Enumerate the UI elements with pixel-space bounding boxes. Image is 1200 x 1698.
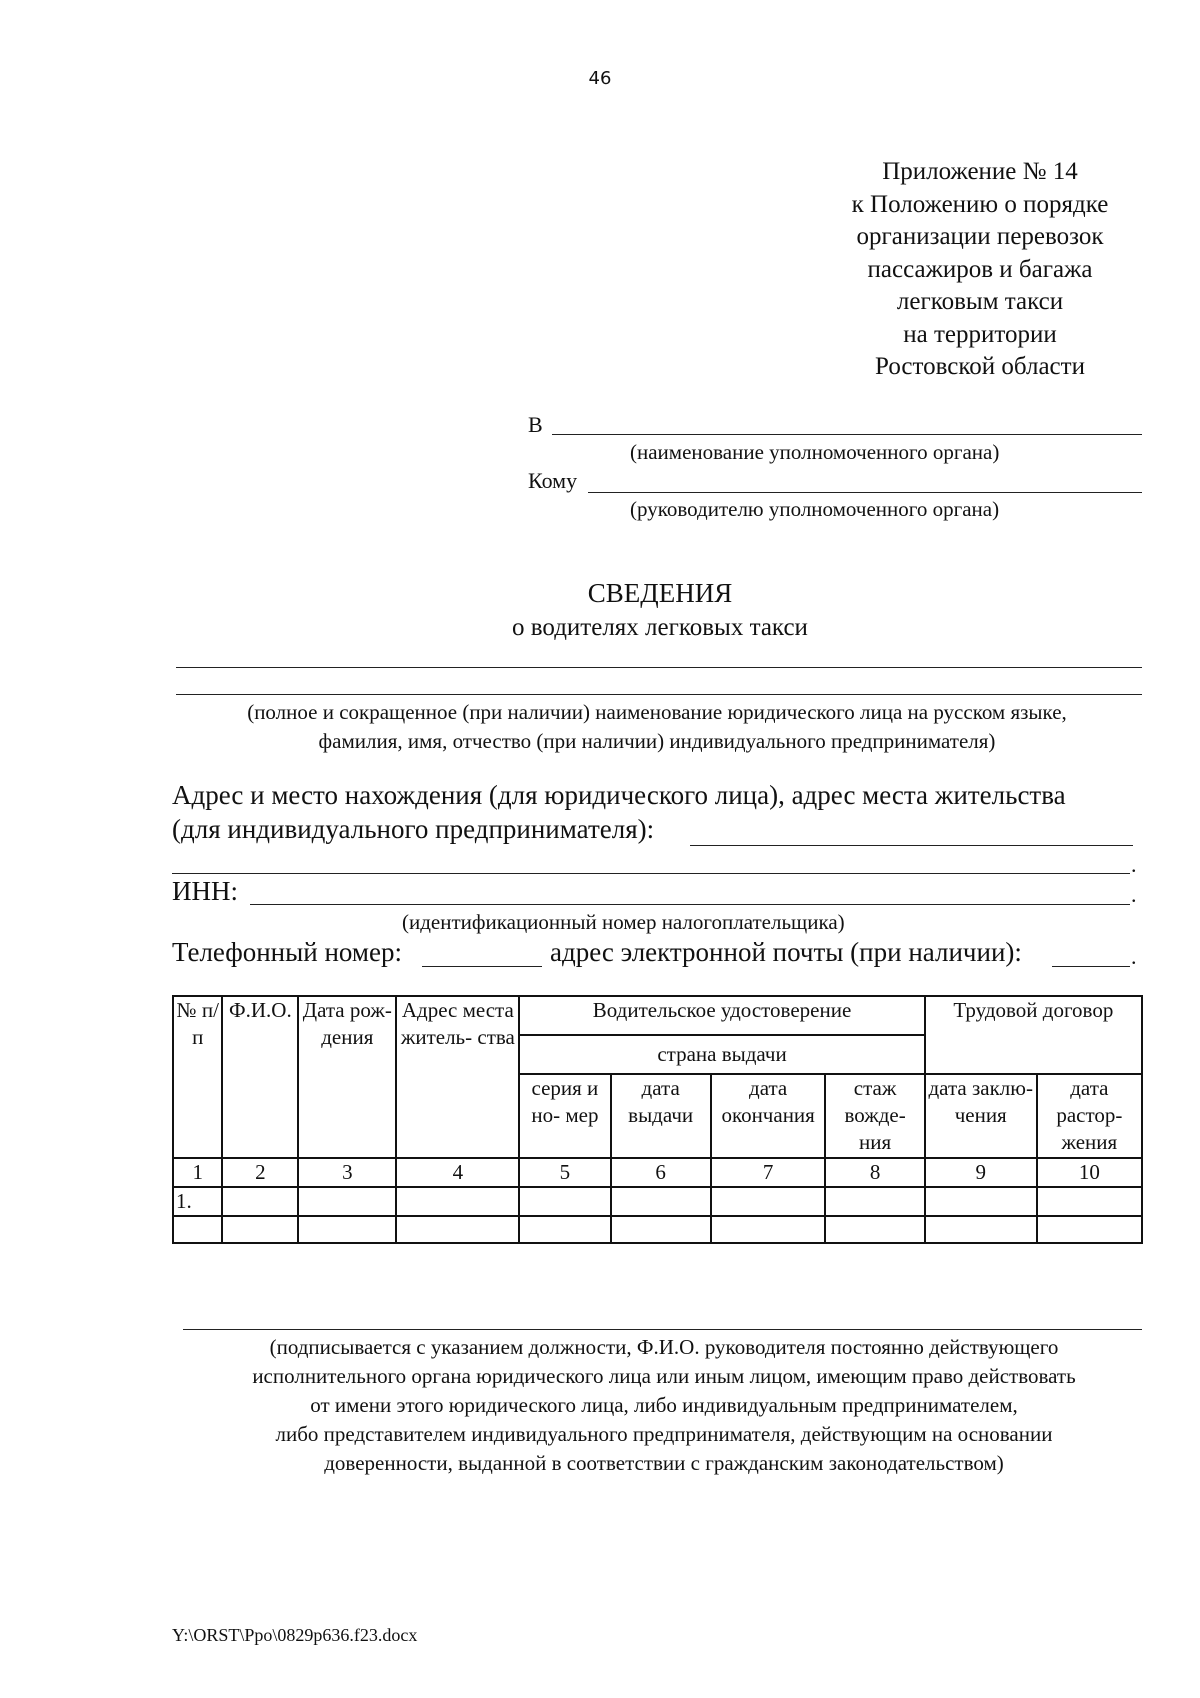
appendix-line: на территории [903, 320, 1057, 348]
index-cell: 5 [519, 1158, 610, 1187]
table-cell[interactable] [298, 1216, 396, 1243]
header-address: Адрес места житель- ства [396, 996, 519, 1158]
table-cell[interactable] [711, 1216, 826, 1243]
header-series: серия и но- мер [519, 1074, 610, 1158]
signature-caption-line: доверенности, выданной в соответствии с гражданским законодательством) [324, 1451, 1004, 1475]
header-experience: стаж вожде- ния [825, 1074, 924, 1158]
to-field-row [528, 412, 543, 438]
table-cell[interactable] [925, 1216, 1037, 1243]
table-cell[interactable] [925, 1187, 1037, 1216]
header-termination-date: дата растор- жения [1037, 1074, 1142, 1158]
index-cell: 7 [711, 1158, 826, 1187]
signature-caption-line: от имени этого юридического лица, либо индивидуальным предпринимателем, [310, 1393, 1018, 1417]
address-field-2[interactable] [172, 873, 1130, 874]
index-cell: 2 [222, 1158, 298, 1187]
table-header-row [173, 996, 1142, 1035]
header-expiry-date: дата окончания [711, 1074, 826, 1158]
table-cell[interactable] [222, 1187, 298, 1216]
document-subtitle: о водителях легковых такси [512, 614, 808, 641]
signature-caption-line: исполнительного органа юридического лица или иным лицом, имеющим право действовать [252, 1364, 1076, 1388]
entity-name-line-2[interactable] [176, 694, 1142, 695]
to-field[interactable] [552, 433, 1142, 435]
address-label-line: Адрес и место нахождения (для юридического лица), адрес места жительства [172, 780, 1066, 810]
row-num-cell: 1. [173, 1187, 222, 1216]
appendix-line: пассажиров и багажа [867, 255, 1093, 283]
index-cell: 8 [825, 1158, 924, 1187]
column-index-row [173, 1158, 1142, 1187]
header-contract-group: Трудовой договор [925, 996, 1142, 1074]
index-cell: 4 [396, 1158, 519, 1187]
address-label-row [172, 814, 654, 845]
phone-label: Телефонный номер: [172, 937, 402, 967]
whom-field-row [528, 468, 577, 494]
appendix-line: Ростовской области [875, 353, 1085, 380]
table-cell[interactable] [711, 1187, 826, 1216]
inn-caption: (идентификационный номер налогоплательщика) [402, 910, 845, 934]
header-fio: Ф.И.О. [222, 996, 298, 1158]
table-cell[interactable] [825, 1216, 924, 1243]
appendix-line: легковым такси [896, 288, 1064, 315]
signature-caption-line: либо представителем индивидуального предпринимателя, действующим на основании [275, 1422, 1053, 1446]
index-cell: 6 [611, 1158, 711, 1187]
inn-label: ИНН: [172, 876, 238, 906]
header-num: № п/п [173, 996, 222, 1158]
whom-label: Кому [528, 468, 578, 493]
table-row [173, 1187, 1142, 1216]
phone-field[interactable] [422, 966, 542, 967]
page-number: 46 [588, 68, 612, 89]
to-caption: (наименование уполномоченного органа) [630, 440, 1000, 464]
header-license-group: Водительское удостоверение [519, 996, 924, 1035]
address-label-2: (для индивидуального предпринимателя): [172, 814, 655, 844]
table-cell[interactable] [611, 1187, 711, 1216]
table-cell[interactable] [1037, 1187, 1142, 1216]
inn-period: . [1131, 882, 1137, 907]
entity-caption-line: (полное и сокращенное (при наличии) наименование юридического лица на русском языке, [247, 700, 1067, 724]
appendix-line: организации перевозок [856, 223, 1104, 250]
index-cell: 1 [173, 1158, 222, 1187]
whom-caption: (руководителю уполномоченного органа) [630, 497, 1000, 521]
table-cell[interactable] [519, 1187, 610, 1216]
header-birth: Дата рож- дения [298, 996, 396, 1158]
to-label: В [528, 412, 543, 437]
entity-caption-line: фамилия, имя, отчество (при наличии) индивидуального предпринимателя) [318, 729, 996, 753]
whom-field[interactable] [588, 491, 1142, 493]
appendix-line: к Положению о порядке [851, 190, 1109, 218]
table-row [173, 1216, 1142, 1243]
table-cell[interactable] [173, 1216, 222, 1243]
email-field[interactable] [1052, 966, 1130, 967]
header-conclusion-date: дата заклю- чения [925, 1074, 1037, 1158]
table-cell[interactable] [222, 1216, 298, 1243]
header-country: страна выдачи [519, 1035, 924, 1074]
table-cell[interactable] [611, 1216, 711, 1243]
appendix-line: Приложение № 14 [882, 158, 1078, 185]
table-cell[interactable] [396, 1187, 519, 1216]
table-cell[interactable] [825, 1187, 924, 1216]
appendix-header [780, 156, 1180, 384]
signature-caption-line: (подписывается с указанием должности, Ф.И.О. руководителя постоянно действующего [269, 1335, 1059, 1359]
header-issue-date: дата выдачи [611, 1074, 711, 1158]
file-path: Y:\ORST\Ppo\0829p636.f23.docx [172, 1625, 418, 1645]
address-field-1[interactable] [690, 845, 1133, 846]
inn-field[interactable] [250, 904, 1130, 905]
table-cell[interactable] [396, 1216, 519, 1243]
table-cell[interactable] [298, 1187, 396, 1216]
document-title: СВЕДЕНИЯ [587, 578, 733, 608]
index-cell: 9 [925, 1158, 1037, 1187]
phone-period: . [1131, 944, 1137, 969]
signature-caption [172, 1333, 1156, 1478]
address-period: . [1131, 852, 1137, 877]
drivers-table [172, 995, 1143, 1244]
entity-caption [172, 698, 1142, 756]
index-cell: 3 [298, 1158, 396, 1187]
table-cell[interactable] [519, 1216, 610, 1243]
table-cell[interactable] [1037, 1216, 1142, 1243]
index-cell: 10 [1037, 1158, 1142, 1187]
entity-name-line-1[interactable] [176, 667, 1142, 668]
signature-line[interactable] [183, 1329, 1142, 1330]
email-label: адрес электронной почты (при наличии): [550, 937, 1022, 967]
